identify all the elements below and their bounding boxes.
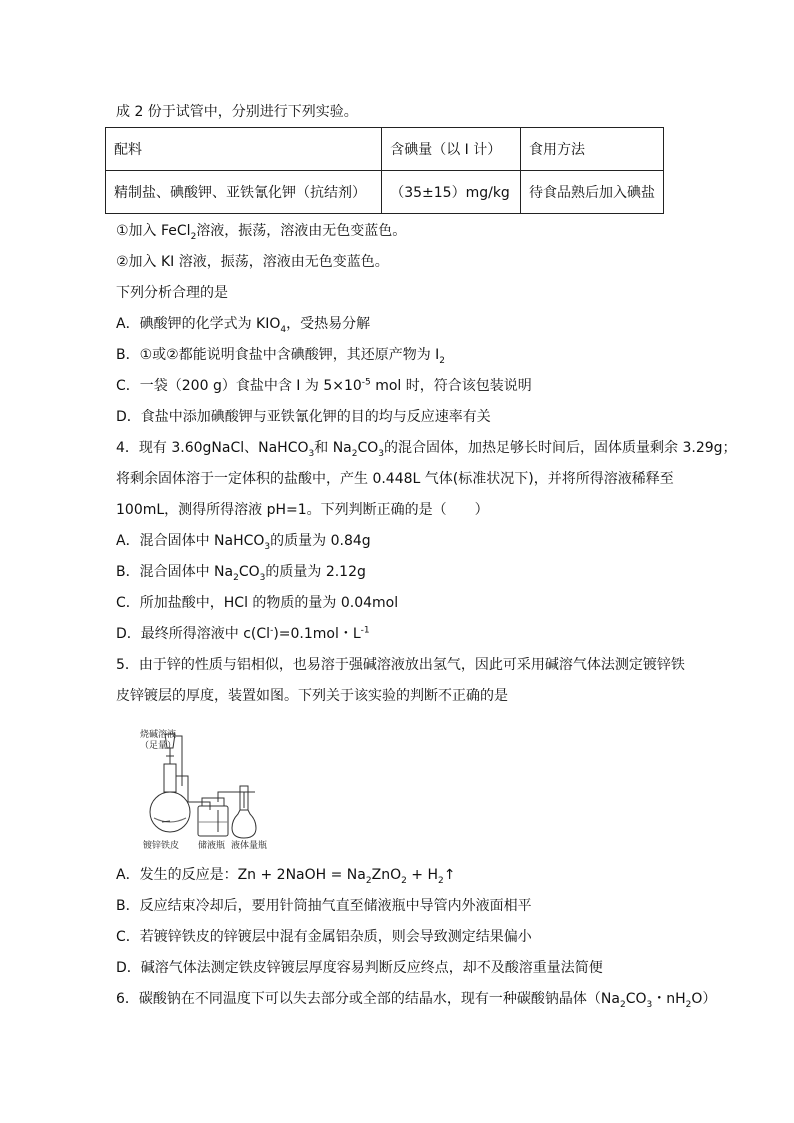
q3-option-b: B．①或②都能说明食盐中含碘酸钾，其还原产物为 $I_2$: [116, 347, 446, 366]
q5-stem-line-1: 5．由于锌的性质与铝相似，也易溶于强碱溶液放出氢气，因此可采用碱溶气体法测定镀锌铁: [116, 657, 685, 673]
q3-experiment-1: ①加入 FeCl$_2$溶液，振荡，溶液由无色变蓝色。: [116, 223, 407, 242]
q4-stem-line-1: 4．现有 3.60gNaCl、NaHCO$_3$和 $Na_2CO_3$的混合固体，加热足够长时间后，固体质量剩余 3.29g；: [116, 440, 737, 459]
q5-option-a: A．发生的反应是：Zn + 2NaOH = $Na_2ZnO_2$ + $H_2↑$: [116, 867, 456, 886]
q6-stem-line-1: 6．碳酸钠在不同温度下可以失去部分或全部的结晶水，现有一种碳酸钠晶体（$Na_2CO_3$・$nH_2O$）: [116, 991, 717, 1010]
table-header-cell: 含碘量（以 I 计）: [382, 128, 521, 171]
figure-label-measuring-flask: 液体量瓶: [231, 841, 268, 851]
q4-option-b: B．混合固体中 $Na_2CO_3$的质量为 2.12g: [116, 564, 366, 583]
figure-label-naoh-amount: （足量）: [140, 741, 177, 751]
table-header-row: [106, 128, 664, 171]
q4-option-d: D．最终所得溶液中 c(Cl-)=0.1mol・$L^{-1}$: [116, 625, 370, 642]
q4-option-c: C．所加盐酸中，HCl 的物质的量为 0.04mol: [116, 595, 399, 611]
q4-option-a: A．混合固体中 NaHCO$_3$的质量为 0.84g: [116, 533, 371, 552]
table-cell: 待食品熟后加入碘盐: [521, 171, 664, 214]
q4-stem-line-2: 将剩余固体溶于一定体积的盐酸中，产生 0.448L 气体(标准状况下)，并将所得溶液稀释至: [116, 471, 674, 487]
q5-option-c: C．若镀锌铁皮的锌镀层中混有金属铝杂质，则会导致测定结果偏小: [116, 929, 532, 945]
q3-option-a: A．碘酸钾的化学式为 $KIO_4$，受热易分解: [116, 316, 371, 335]
table-header-cell: 配料: [106, 128, 382, 171]
q3-stem: 下列分析合理的是: [116, 285, 228, 301]
q5-option-d: D．碱溶气体法测定铁皮锌镀层厚度容易判断反应终点，却不及酸溶重量法简便: [116, 960, 603, 976]
q3-option-d: D．食盐中添加碘酸钾与亚铁氰化钾的目的均与反应速率有关: [116, 409, 491, 425]
table-cell: 精制盐、碘酸钾、亚铁氰化钾（抗结剂）: [106, 171, 382, 214]
q4-stem-line-3: 100mL，测得所得溶液 pH=1。下列判断正确的是（ ）: [116, 502, 489, 518]
table-cell: （35±15）mg/kg: [382, 171, 521, 214]
q5-option-b: B．反应结束冷却后，要用针筒抽气直至储液瓶中导管内外液面相平: [116, 898, 532, 914]
table-header-cell: 食用方法: [521, 128, 664, 171]
table-row: [106, 171, 664, 214]
q3-experiment-2: ②加入 KI 溶液，振荡，溶液由无色变蓝色。: [116, 254, 389, 270]
iodized-salt-label-table: [105, 127, 664, 214]
q3-option-c: C．一袋（200 g）食盐中含 I 为 $5\times 10^{-5}$ mol 时，符合该包装说明: [116, 377, 532, 394]
q5-stem-line-2: 皮锌镀层的厚度，装置如图。下列关于该实验的判断不正确的是: [116, 688, 508, 704]
zinc-plating-apparatus-figure: [140, 726, 275, 851]
intro-line: 成 2 份于试管中，分别进行下列实验。: [116, 104, 358, 120]
figure-label-galvanized-iron: 镀锌铁皮: [143, 841, 180, 851]
figure-label-storage-bottle: 储液瓶: [198, 841, 226, 851]
figure-label-naoh: 烧碱溶液: [140, 730, 177, 740]
